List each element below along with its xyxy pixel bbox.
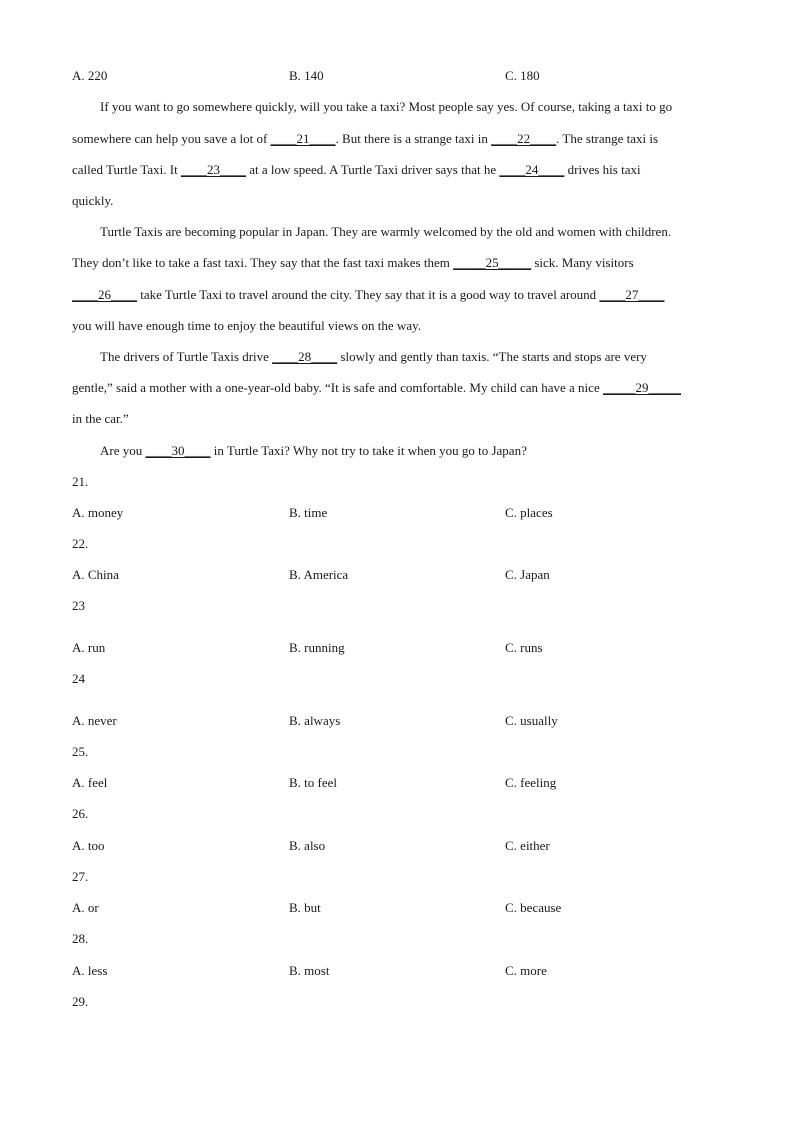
text-run: in Turtle Taxi? Why not try to take it when you go to Japan? [210,443,527,458]
prev-question-options [72,66,732,86]
blank-25: _____25_____ [453,255,532,270]
passage-line [72,129,658,149]
option-b: B. America [289,567,349,582]
question-number: 29. [72,994,89,1009]
option-c: C. more [505,963,547,978]
blank-26: ____26____ [72,287,137,302]
passage-line: in the car.” [72,411,129,426]
option-b: B. 140 [289,68,324,83]
text-run: slowly and gently than taxis. “The starts and stops are very [337,349,647,364]
passage-line [72,160,641,180]
question-number: 27. [72,869,89,884]
option-c: C. because [505,900,562,915]
blank-23: ____23____ [180,162,246,177]
option-a: A. or [72,900,99,915]
question-number: 24 [72,671,85,686]
question-number: 26. [72,806,89,821]
text-run: Are you [100,443,146,458]
question-options [72,711,732,731]
option-a: A. less [72,963,108,978]
text-run: somewhere can help you save a lot of [72,131,271,146]
option-c: C. 180 [505,68,540,83]
option-b: B. but [289,900,321,915]
option-c: C. usually [505,713,558,728]
option-c: C. places [505,505,553,520]
question-options [72,503,732,523]
option-a: A. too [72,838,105,853]
option-c: C. either [505,838,550,853]
passage-line: Turtle Taxis are becoming popular in Japan. They are warmly welcomed by the old and women with children. [100,224,672,239]
option-b: B. most [289,963,330,978]
option-c: C. feeling [505,775,557,790]
passage-line [100,441,527,461]
option-a: A. 220 [72,68,108,83]
blank-21: ____21____ [270,131,336,146]
passage-line [100,347,647,367]
option-c: C. Japan [505,567,550,582]
text-run: . But there is a strange taxi in [335,131,492,146]
option-a: A. feel [72,775,108,790]
option-b: B. to feel [289,775,338,790]
passage-line [72,253,634,273]
option-b: B. also [289,838,326,853]
question-options [72,638,732,658]
passage-line: If you want to go somewhere quickly, will you take a taxi? Most people say yes. Of course, taking a taxi to go [100,99,673,114]
option-b: B. time [289,505,328,520]
text-run: They don’t like to take a fast taxi. They say that the fast taxi makes them [72,255,454,270]
question-options [72,961,732,981]
text-run: The drivers of Turtle Taxis drive [100,349,273,364]
question-options [72,836,732,856]
option-c: C. runs [505,640,543,655]
text-run: . The strange taxi is [556,131,659,146]
passage-line: you will have enough time to enjoy the beautiful views on the way. [72,318,421,333]
blank-29: _____29_____ [602,380,681,395]
passage-line [72,285,664,305]
option-a: A. run [72,640,106,655]
option-a: A. never [72,713,117,728]
option-b: B. running [289,640,345,655]
question-options [72,898,732,918]
blank-28: ____28____ [272,349,338,364]
question-number: 23 [72,598,85,613]
option-b: B. always [289,713,341,728]
blank-24: ____24____ [499,162,565,177]
question-options [72,565,732,585]
question-options [72,773,732,793]
option-a: A. China [72,567,119,582]
blank-27: ____27____ [599,287,665,302]
question-number: 28. [72,931,89,946]
blank-30: ____30____ [145,443,211,458]
passage-line: quickly. [72,193,114,208]
blank-22: ____22____ [491,131,557,146]
text-run: at a low speed. A Turtle Taxi driver says that he [245,162,500,177]
text-run: sick. Many visitors [531,255,634,270]
text-run: gentle,” said a mother with a one-year-old baby. “It is safe and comfortable. My child can have a nice [72,380,603,395]
passage-line [72,378,681,398]
text-run: called Turtle Taxi. It [72,162,181,177]
text-run: take Turtle Taxi to travel around the city. They say that it is a good way to travel around [137,287,600,302]
text-run: drives his taxi [564,162,641,177]
option-a: A. money [72,505,124,520]
question-number: 21. [72,474,89,489]
question-number: 22. [72,536,89,551]
question-number: 25. [72,744,89,759]
